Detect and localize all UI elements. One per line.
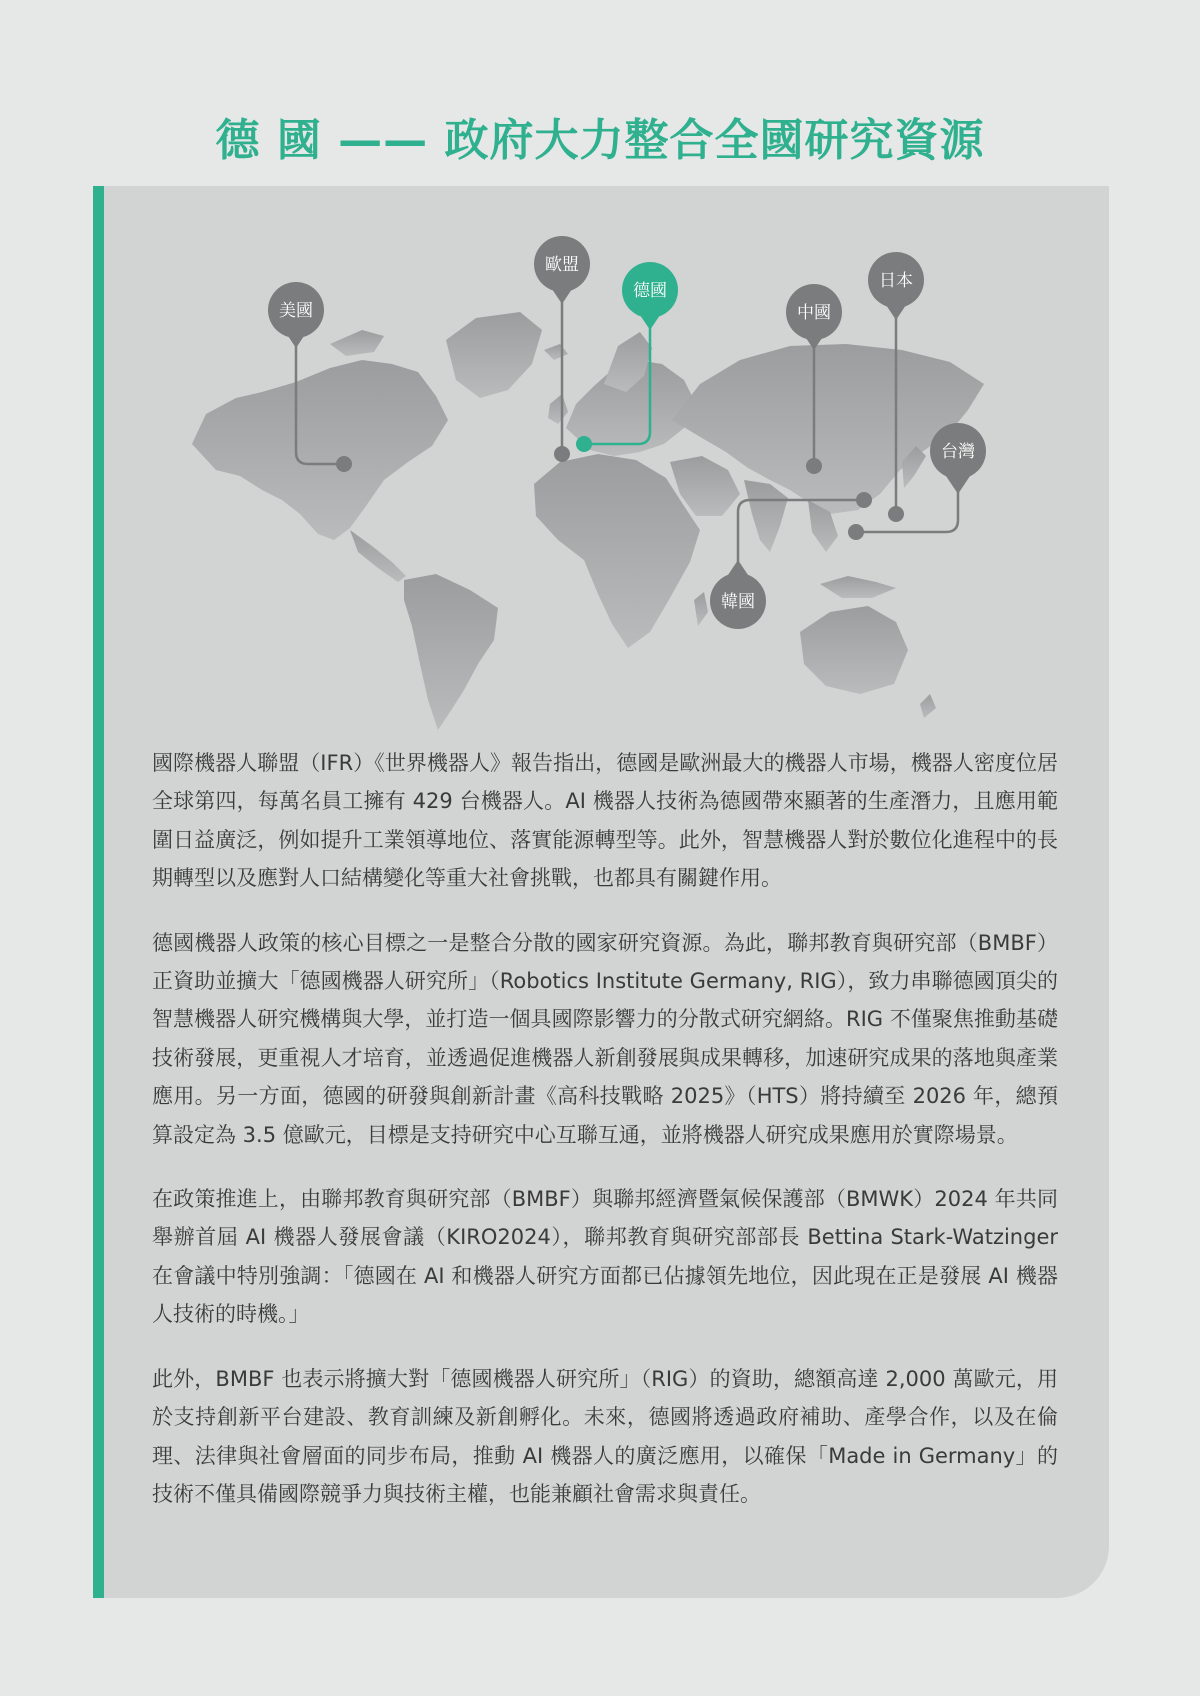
page-title: 德 國 —— 政府大力整合全國研究資源	[215, 115, 985, 166]
pin-label-japan: 日本	[879, 271, 913, 291]
pin-eu	[534, 236, 590, 304]
pin-china	[786, 284, 842, 350]
pin-korea	[710, 560, 766, 629]
pin-label-taiwan: 台灣	[941, 442, 975, 462]
article-body	[152, 744, 1058, 1539]
pin-label-germany: 德國	[633, 281, 667, 301]
pin-label-eu: 歐盟	[545, 255, 579, 275]
world-map	[0, 0, 1200, 740]
pin-label-korea: 韓國	[721, 592, 755, 612]
paragraph-1: 國際機器人聯盟（IFR）《世界機器人》報告指出，德國是歐洲最大的機器人市場，機器人密度位居全球第四，每萬名員工擁有 429 台機器人。AI 機器人技術為德國帶來顯著的生產潛力，且應用範圍日益廣泛，例如提升工業領導地位、落實能源轉型等。此外，智慧機器人對於數位化進程中的長期轉型以及應對人口結構變化等重大社會挑戰，也都具有關鍵作用。	[152, 751, 1058, 891]
paragraph-3: 在政策推進上，由聯邦教育與研究部（BMBF）與聯邦經濟暨氣候保護部（BMWK）2024 年共同舉辦首屆 AI 機器人發展會議（KIRO2024），聯邦教育與研究部部長 Bettina Stark-Watzinger 在會議中特別強調：「德國在 AI 和機器人研究方面都已佔據領先地位，因此現在正是發展 AI 機器人技術的時機。」	[152, 1187, 1058, 1327]
paragraph-2: 德國機器人政策的核心目標之一是整合分散的國家研究資源。為此，聯邦教育與研究部（BMBF）正資助並擴大「德國機器人研究所」（Robotics Institute Germany, RIG），致力串聯德國頂尖的智慧機器人研究機構與大學，並打造一個具國際影響力的分散式研究網絡。RIG 不僅聚焦推動基礎技術發展，更重視人才培育，並透過促進機器人新創發展與成果轉移，加速研究成果的落地與產業應用。另一方面，德國的研發與創新計畫《高科技戰略 2025》（HTS）將持續至 2026 年，總預算設定為 3.5 億歐元，目標是支持研究中心互聯互通，並將機器人研究成果應用於實際場景。	[152, 930, 1058, 1147]
paragraph-4: 此外，BMBF 也表示將擴大對「德國機器人研究所」（RIG）的資助，總額高達 2,000 萬歐元，用於支持創新平台建設、教育訓練及新創孵化。未來，德國將透過政府補助、產學合作，以及在倫理、法律與社會層面的同步布局，推動 AI 機器人的廣泛應用，以確保「Made in Germany」的技術不僅具備國際競爭力與技術主權，也能兼顧社會需求與責任。	[152, 1366, 1058, 1506]
pin-germany	[622, 262, 678, 330]
pin-japan	[868, 252, 924, 320]
pin-label-china: 中國	[797, 303, 831, 323]
pin-label-usa: 美國	[279, 301, 313, 321]
continents	[192, 312, 984, 730]
pin-taiwan	[930, 423, 986, 494]
pin-usa	[268, 282, 324, 348]
